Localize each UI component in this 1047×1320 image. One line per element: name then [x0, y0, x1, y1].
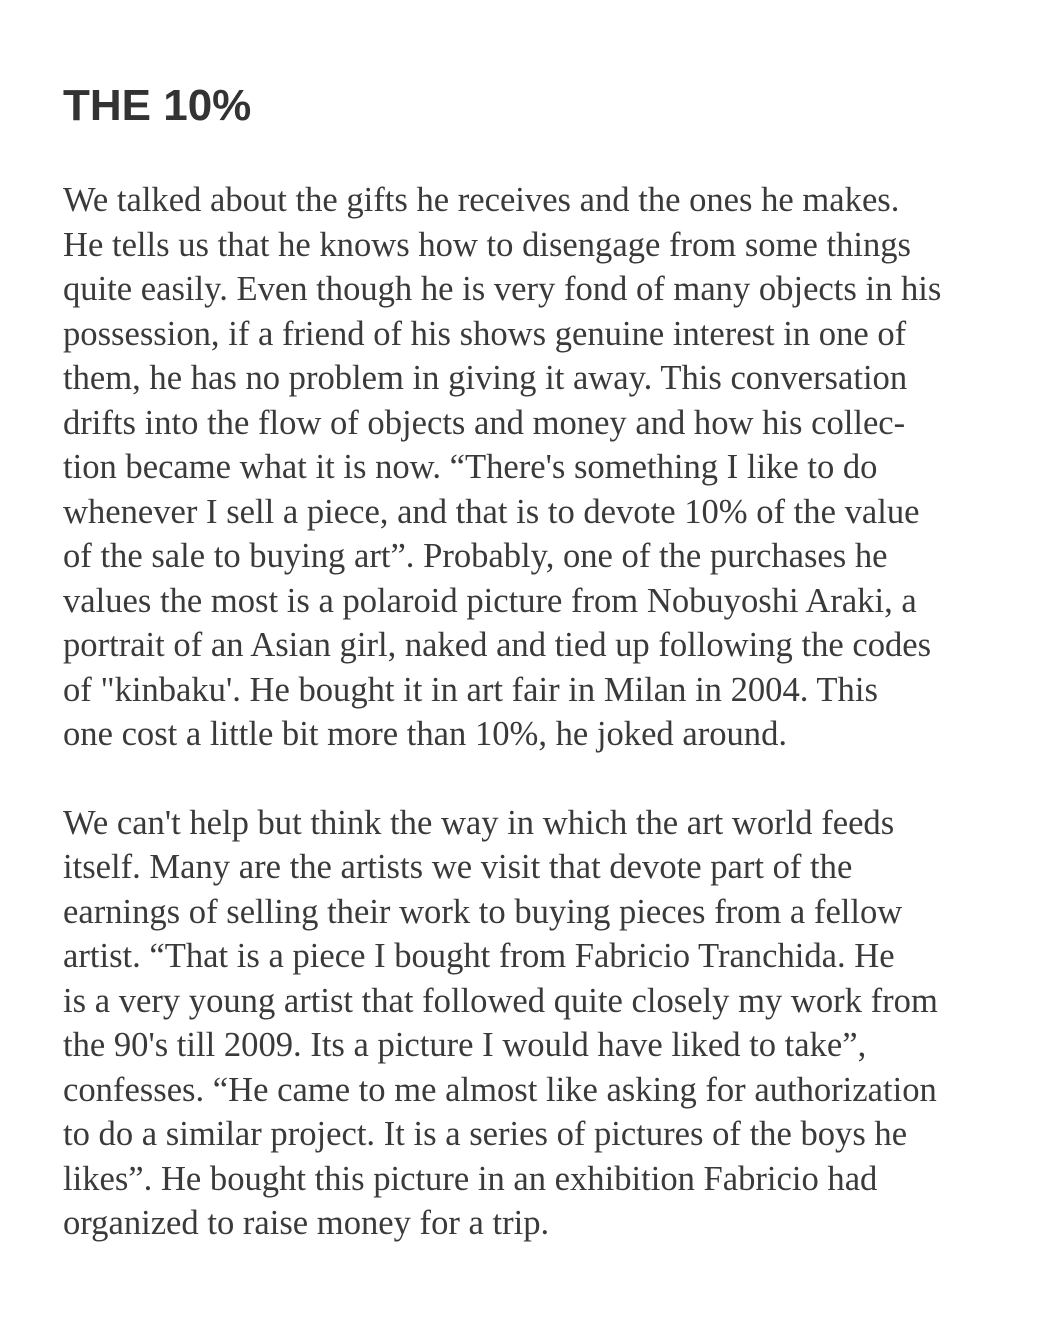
article-title: THE 10%: [63, 81, 252, 130]
article-paragraph-2: We can't help but think the way in which the art world feeds itself. Many are the artists we visit that devote part of the earnings of selling their work to buying pieces from a fellow artist. “That is a piece I bought from Fabricio Tranchida. He is a very young artist that followed quite closely my work from the 90's till 2009. Its a picture I would have liked to take”, confesses. “He came to me almost like asking for authorization to do a similar project. It is a series of pictures of the boys he likes”. He bought this picture in an exhibition Fabricio had organized to raise money for a trip.: [63, 803, 938, 1242]
article-paragraph-1: We talked about the gifts he receives and the ones he makes. He tells us that he knows how to disengage from some things quite easily. Even though he is very fond of many objects in his possession, if a friend of his shows genuine interest in one of them, he has no problem in giving it away. This conversation drifts into the flow of objects and money and how his collec- tion became what it is now. “There's something I like to do whenever I sell a piece, and that is to devote 10% of the value of the sale to buying art”. Probably, one of the purchases he values the most is a polaroid picture from Nobuyoshi Araki, a portrait of an Asian girl, naked and tied up following the codes of "kinbaku'. He bought it in art fair in Milan in 2004. This one cost a little bit more than 10%, he joked around.: [63, 181, 942, 753]
